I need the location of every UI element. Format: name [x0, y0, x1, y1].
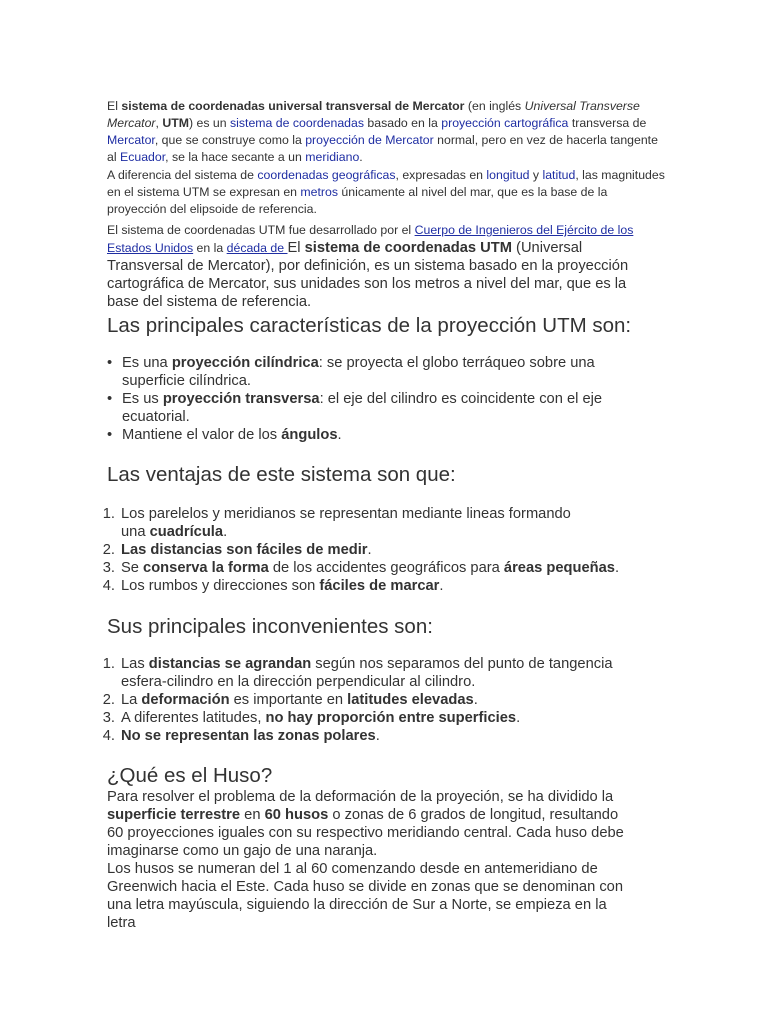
features-list: [107, 354, 642, 444]
list-item: [107, 354, 642, 390]
bold-term: sistema de coordenadas universal transversal de Mercator: [121, 99, 465, 113]
list-number: 1.: [102, 506, 115, 522]
list-item: [107, 426, 642, 444]
link-meridiano[interactable]: meridiano: [305, 150, 360, 164]
paragraph-huso: [107, 788, 632, 932]
heading-caracteristicas: Las principales características de la proyección UTM son:: [107, 314, 632, 337]
text: El sistema de coordenadas UTM fue desarrollado por el: [107, 223, 415, 237]
paragraph-coordenadas: [107, 167, 667, 218]
text: A diferencia del sistema de: [107, 168, 258, 182]
text: Es us: [122, 391, 163, 407]
bold-term: sistema de coordenadas UTM: [304, 240, 512, 256]
list-item: [102, 691, 636, 709]
list-item: [102, 577, 591, 595]
text: Los parelelos y meridianos se representan mediante lineas formando una: [121, 506, 571, 540]
list-item: [102, 709, 636, 727]
text: según nos separamos del punto de tangencia esfera-cilindro en la dirección perpendicular al cilindro.: [121, 656, 613, 690]
list-item: [107, 390, 642, 426]
bullet-icon: •: [107, 427, 113, 443]
list-item: [102, 505, 591, 541]
heading-ventajas: Las ventajas de este sistema son que:: [107, 463, 456, 486]
text: normal, pero en vez de hacerla tangente al: [107, 133, 658, 164]
heading-inconvenientes: Sus principales inconvenientes son:: [107, 615, 433, 638]
text: en: [240, 807, 265, 823]
link-proyeccion-cartografica[interactable]: proyección cartográfica: [441, 116, 569, 130]
text: , las magnitudes en el sistema UTM se expresan en: [107, 168, 665, 199]
text: Se: [121, 560, 144, 576]
bold-term: ángulos: [281, 427, 338, 443]
text: , expresadas en: [395, 168, 487, 182]
link-cuerpo-de-ingenieros[interactable]: Cuerpo de Ingenieros del Ejército de los Estados Unidos: [107, 223, 634, 255]
text: El: [107, 99, 122, 113]
list-number: 2.: [102, 692, 115, 708]
list-item: [102, 559, 620, 577]
text: .: [614, 560, 620, 576]
bold-term: cuadrícula: [149, 524, 224, 540]
text: de los accidentes geográficos para: [268, 560, 504, 576]
disadvantages-list: [102, 655, 636, 745]
list-item: [102, 541, 591, 559]
text: .: [439, 578, 444, 594]
bold-term: distancias se agrandan: [148, 656, 312, 672]
bold-term: proyección transversa: [162, 391, 320, 407]
text: Las: [121, 656, 149, 672]
bold-term: no hay proporción entre superficies: [265, 710, 517, 726]
list-number: 4.: [102, 578, 115, 594]
text: , se la hace secante a un: [165, 150, 306, 164]
link-mercator[interactable]: Mercator: [107, 133, 155, 147]
bold-term: proyección cilíndrica: [171, 355, 319, 371]
text: Mantiene el valor de los: [122, 427, 282, 443]
text: transversa de: [568, 116, 647, 130]
link-sistema-de-coordenadas[interactable]: sistema de coordenadas: [230, 116, 364, 130]
text: (Universal Transversal de Mercator), por definición, es un sistema basado en la proyección cartográfica de Mercator, sus unidades son los metros a nivel del mar, que es la base del sistema de referencia.: [107, 240, 629, 310]
advantages-list: [102, 505, 620, 595]
link-metros[interactable]: metros: [300, 185, 339, 199]
list-number: 2.: [102, 542, 115, 558]
bold-term: deformación: [141, 692, 230, 708]
bullet-icon: •: [107, 355, 113, 371]
link-coordenadas-geograficas[interactable]: coordenadas geográficas: [257, 168, 396, 182]
text: ) es un: [189, 116, 231, 130]
text: .: [359, 150, 363, 164]
bullet-icon: •: [107, 391, 113, 407]
list-number: 3.: [102, 560, 115, 576]
text: El: [287, 240, 305, 256]
list-number: 3.: [102, 710, 115, 726]
bold-term: Las distancias son fáciles de medir: [121, 542, 368, 558]
text: o zonas de 6 grados de longitud, resultando 60 proyecciones iguales con su respectivo meridiando central. Cada huso debe imaginarse como un gajo de una naranja.: [107, 807, 624, 859]
text: Es una: [122, 355, 172, 371]
text: Para resolver el problema de la deformación de la proyeción, se ha dividido la: [107, 789, 614, 805]
text: Los husos se numeran del 1 al 60 comenzando desde en antemeridiano de Greenwich hacia el Este. Cada huso se divide en zonas que se denominan con una letra mayúscula, siguiendo la dirección de Sur a Norte, se empieza en la letra: [107, 861, 624, 931]
bold-term: UTM: [162, 116, 189, 130]
text: A diferentes latitudes,: [121, 710, 266, 726]
link-proyeccion-de-mercator[interactable]: proyección de Mercator: [305, 133, 434, 147]
text: y: [529, 168, 543, 182]
link-longitud[interactable]: longitud: [486, 168, 530, 182]
list-item: [102, 727, 636, 745]
link-decada-de[interactable]: década de: [226, 241, 288, 255]
bold-term: conserva la forma: [143, 560, 269, 576]
text: La: [121, 692, 142, 708]
text: .: [516, 710, 521, 726]
text: en la: [193, 241, 227, 255]
text: únicamente al nivel del mar, que es la base de la proyección del elipsoide de referencia.: [107, 185, 608, 216]
link-latitud[interactable]: latitud: [542, 168, 576, 182]
text: .: [223, 524, 228, 540]
text: ,: [155, 116, 163, 130]
link-ecuador[interactable]: Ecuador: [120, 150, 166, 164]
text: basado en la: [364, 116, 442, 130]
text: : el eje del cilindro es coincidente con el eje ecuatorial.: [122, 391, 603, 425]
bold-term: superficie terrestre: [107, 807, 241, 823]
heading-huso: ¿Qué es el Huso?: [107, 764, 273, 787]
text: (en inglés: [464, 99, 525, 113]
italic-term: Universal Transverse Mercator: [107, 99, 640, 130]
text: es importante en: [229, 692, 348, 708]
text: : se proyecta el globo terráqueo sobre una superficie cilíndrica.: [122, 355, 595, 389]
bold-term: No se representan las zonas polares: [121, 728, 376, 744]
bold-term: áreas pequeñas: [503, 560, 615, 576]
list-number: 4.: [102, 728, 115, 744]
bold-term: latitudes elevadas: [347, 692, 474, 708]
list-number: 1.: [102, 656, 115, 672]
bold-term: fáciles de marcar: [319, 578, 440, 594]
list-item: [102, 655, 636, 691]
bold-term: 60 husos: [264, 807, 329, 823]
paragraph-origen: [107, 222, 652, 311]
paragraph-intro: [107, 98, 667, 166]
text: , que se construye como la: [154, 133, 306, 147]
text: .: [367, 542, 372, 558]
text: .: [375, 728, 380, 744]
text: .: [337, 427, 342, 443]
text: Los rumbos y direcciones son: [121, 578, 320, 594]
text: .: [473, 692, 478, 708]
